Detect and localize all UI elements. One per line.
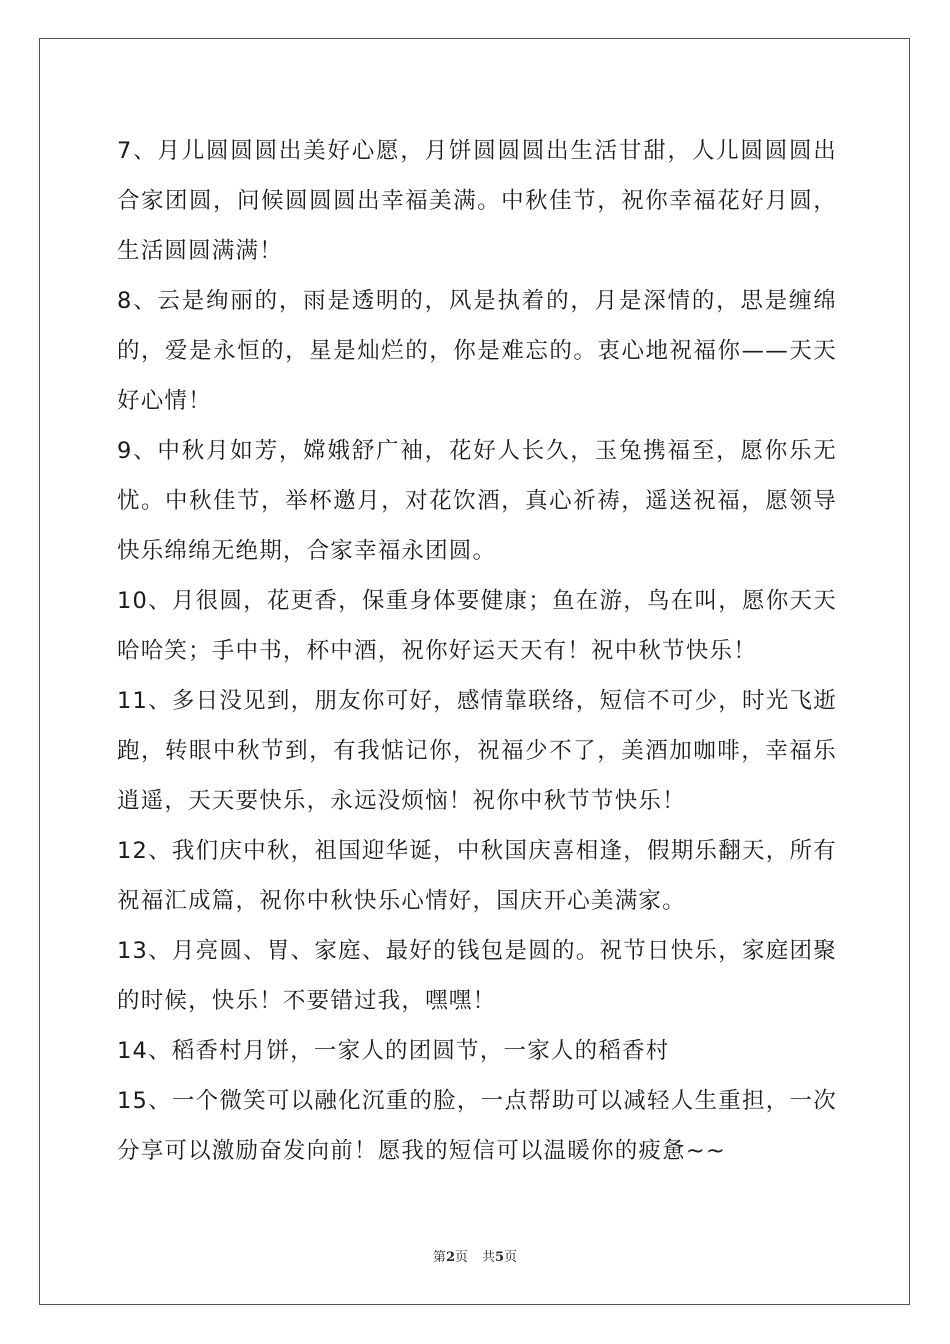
total-label-suffix: 页 [504,1250,518,1265]
paragraph-12: 12、我们庆中秋，祖国迎华诞，中秋国庆喜相逢，假期乐翻天，所有祝福汇成篇，祝你中秋快乐心情好，国庆开心美满家。 [117,838,837,914]
paragraph-11: 11、多日没见到，朋友你可好，感情靠联络，短信不可少，时光飞逝跑，转眼中秋节到，有我惦记你，祝福少不了，美酒加咖啡，幸福乐逍遥，天天要快乐，永远没烦恼！祝你中秋节节快乐！ [117,688,837,814]
paragraph-10: 10、月很圆，花更香，保重身体要健康；鱼在游，鸟在叫，愿你天天哈哈笑；手中书，杯中酒，祝你好运天天有！祝中秋节快乐！ [117,588,837,664]
page-footer [0,1246,950,1265]
page-label-suffix: 页 [454,1250,468,1265]
paragraph-7: 7、月儿圆圆圆出美好心愿，月饼圆圆圆出生活甘甜，人儿圆圆圆出合家团圆，问候圆圆圆出幸福美满。中秋佳节，祝你幸福花好月圆，生活圆圆满满！ [117,138,837,264]
page-label-prefix: 第 [432,1250,446,1265]
document-body [117,126,837,1176]
total-pages-number: 5 [495,1250,505,1265]
total-label-prefix: 共 [482,1250,496,1265]
paragraph-9: 9、中秋月如芳，嫦娥舒广袖，花好人长久，玉兔携福至，愿你乐无忧。中秋佳节，举杯邀月，对花饮酒，真心祈祷，遥送祝福，愿领导快乐绵绵无绝期，合家幸福永团圆。 [117,438,837,564]
paragraph-8: 8、云是绚丽的，雨是透明的，风是执着的，月是深情的，思是缠绵的，爱是永恒的，星是灿烂的，你是难忘的。衷心地祝福你——天天好心情！ [117,288,837,414]
paragraph-13: 13、月亮圆、胃、家庭、最好的钱包是圆的。祝节日快乐，家庭团聚的时候，快乐！不要错过我，嘿嘿！ [117,938,837,1014]
paragraph-15: 15、一个微笑可以融化沉重的脸，一点帮助可以减轻人生重担，一次分享可以激励奋发向前！愿我的短信可以温暖你的疲惫~~ [117,1088,837,1164]
paragraph-14: 14、稻香村月饼，一家人的团圆节，一家人的稻香村 [117,1038,670,1064]
current-page-number: 2 [445,1250,455,1265]
